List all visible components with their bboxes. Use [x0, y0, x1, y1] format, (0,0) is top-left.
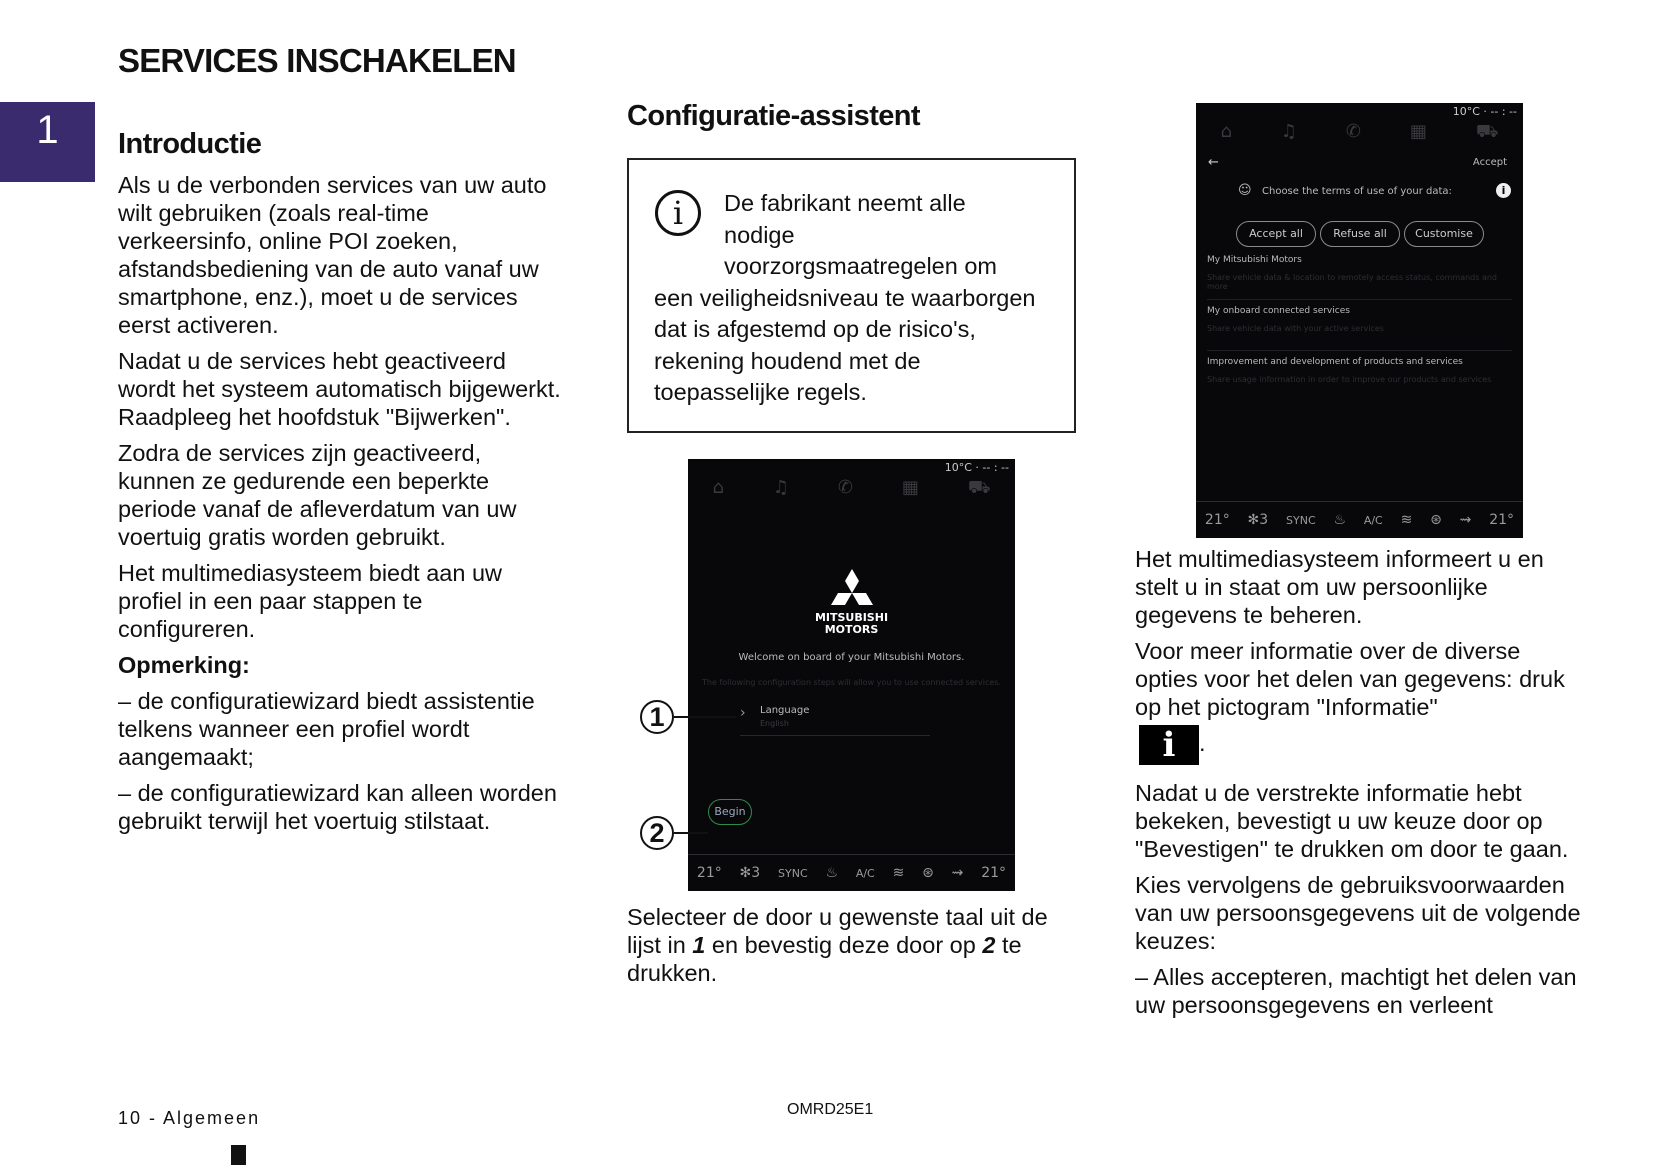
- data-option-row[interactable]: [1207, 306, 1512, 351]
- page-title: SERVICES INSCHAKELEN: [118, 42, 516, 79]
- info-line: De fabrikant neemt alle: [724, 190, 966, 216]
- fan-level: 3: [1259, 512, 1269, 528]
- music-icon[interactable]: ♫: [1280, 121, 1297, 142]
- temp-right[interactable]: 21°: [981, 865, 1007, 881]
- seat-heat-icon[interactable]: ♨: [1333, 512, 1347, 528]
- status-readout: 10°C · -- : --: [944, 461, 1009, 474]
- info-line: nodige: [724, 221, 795, 248]
- paragraph: Het multimediasysteem informeert u en stelt u in staat om uw persoonlijke gegevens te beheren.: [1135, 546, 1544, 628]
- document-code: OMRD25E1: [787, 1101, 874, 1118]
- brand-name: [688, 612, 1015, 636]
- paragraph: Kies vervolgens de gebruiksvoorwaarden van uw persoonsgegevens uit de volgende keuzes:: [1135, 872, 1581, 954]
- paragraph: Voor meer informatie over de diverse opties voor het delen van gegevens: druk op het pictogram "Informatie": [1135, 638, 1565, 720]
- sync-button[interactable]: SYNC: [778, 866, 808, 880]
- status-readout: 10°C · -- : --: [1452, 105, 1517, 118]
- language-label: Language: [760, 705, 810, 716]
- paragraph: Zodra de services zijn geactiveerd, kunnen ze gedurende een beperkte periode vanaf de afleverdatum van uw voertuig gratis worden gebruikt.: [118, 440, 517, 550]
- screen-welcome: [688, 459, 1015, 891]
- info-icon[interactable]: i: [1496, 183, 1511, 198]
- ac-button[interactable]: A/C: [855, 866, 875, 880]
- column-data-management: [1135, 545, 1585, 1027]
- option-desc: Share vehicle data with your active services: [1207, 324, 1384, 333]
- section-heading-configuration: Configuratie-assistent: [627, 100, 920, 132]
- phone-icon[interactable]: ✆: [837, 477, 853, 498]
- introduction-body: [118, 171, 563, 835]
- callout-line: [674, 832, 708, 834]
- home-icon[interactable]: ⌂: [712, 477, 724, 498]
- fan-level: 3: [751, 865, 761, 881]
- brand-line: MITSUBISHI: [814, 611, 889, 624]
- option-title: My Mitsubishi Motors: [1207, 255, 1302, 265]
- temp-left[interactable]: 21°: [696, 865, 722, 881]
- accept-all-button[interactable]: Accept all: [1236, 221, 1316, 247]
- fan-icon[interactable]: ✻3: [739, 865, 761, 881]
- climate-bar: [688, 854, 1015, 891]
- apps-icon[interactable]: ▦: [901, 477, 919, 498]
- climate-bar: [1196, 501, 1523, 538]
- nav-icon-row: [1196, 121, 1523, 145]
- accept-button[interactable]: Accept: [1472, 157, 1507, 168]
- note-item: – de configuratiewizard kan alleen worden gebruikt terwijl het voertuig stilstaat.: [118, 780, 557, 834]
- paragraph: Het multimediasysteem biedt aan uw profiel in een paar stappen te configureren.: [118, 560, 503, 642]
- data-option-row[interactable]: [1207, 357, 1512, 401]
- caption-text: Selecteer de door u gewenste taal uit de lijst in: [627, 904, 1048, 958]
- info-box-text: [654, 188, 1059, 409]
- info-icon-suffix: .: [1199, 730, 1206, 757]
- steering-heat-icon[interactable]: ⊛: [922, 865, 934, 881]
- temp-right[interactable]: 21°: [1489, 512, 1515, 528]
- info-line: voorzorgsmaatregelen om: [724, 253, 997, 279]
- chevron-right-icon: ›: [740, 705, 746, 721]
- customise-button[interactable]: Customise: [1404, 221, 1484, 247]
- footer-mark: [231, 1145, 246, 1165]
- note-item: – de configuratiewizard biedt assistentie telkens wanneer een profiel wordt aangemaakt;: [118, 688, 535, 770]
- paragraph: Als u de verbonden services van uw auto wilt gebruiken (zoals real-time verkeersinfo, online POI zoeken, afstandsbediening van de auto vanaf uw smartphone, enz.), moet u de services eerst activeren.: [118, 172, 547, 338]
- screen1-caption: [627, 903, 1077, 987]
- callout-line: [674, 716, 736, 718]
- welcome-text: Welcome on board of your Mitsubishi Motors.: [738, 652, 965, 663]
- steering-heat-icon[interactable]: ⊛: [1430, 512, 1442, 528]
- refuse-all-button[interactable]: Refuse all: [1320, 221, 1400, 247]
- paragraph: Nadat u de services hebt geactiveerd wordt het systeem automatisch bijgewerkt. Raadpleeg het hoofdstuk "Bijwerken".: [118, 348, 561, 430]
- music-icon[interactable]: ♫: [772, 477, 789, 498]
- terms-prompt: Choose the terms of use of your data:: [1262, 186, 1452, 197]
- back-arrow-icon[interactable]: ←: [1208, 155, 1219, 170]
- callout-1: 1: [640, 700, 674, 734]
- info-circle-icon: i: [655, 190, 701, 236]
- section-heading-introduction: Introductie: [118, 128, 262, 160]
- option-desc: Share usage information in order to improve our products and services: [1207, 375, 1492, 384]
- info-icon-line: [1139, 725, 1585, 765]
- fan-icon[interactable]: ✻3: [1247, 512, 1269, 528]
- paragraph: Nadat u de verstrekte informatie hebt bekeken, bevestigt u uw keuze door op "Bevestigen" te drukken om door te gaan.: [1135, 780, 1569, 862]
- paragraph: – Alles accepteren, machtigt het delen van uw persoonsgegevens en verleent: [1135, 964, 1577, 1018]
- airflow-icon[interactable]: ⇝: [951, 865, 964, 881]
- person-icon: ☺: [1238, 183, 1252, 198]
- brand-line: MOTORS: [824, 623, 879, 636]
- note-title: Opmerking:: [118, 652, 250, 678]
- welcome-subtext: The following configuration steps will allow you to use connected services.: [702, 678, 1001, 687]
- car-icon[interactable]: ⛟: [1475, 121, 1499, 142]
- caption-ref: 2: [982, 932, 996, 958]
- sync-button[interactable]: SYNC: [1286, 513, 1316, 527]
- car-icon[interactable]: ⛟: [967, 477, 991, 498]
- info-pictogram-icon: i: [1139, 725, 1199, 765]
- option-desc: Share vehicle data & location to remotely access status, commands and more: [1207, 273, 1498, 291]
- column-introduction: [118, 128, 563, 843]
- language-value: English: [760, 719, 789, 728]
- ac-button[interactable]: A/C: [1363, 513, 1383, 527]
- info-line: een veiligheidsniveau te waarborgen dat is afgestemd op de risico's, rekening houdend met de toepasselijke regels.: [654, 284, 1036, 405]
- caption-ref: 1: [692, 932, 706, 958]
- nav-icon-row: [688, 477, 1015, 501]
- callout-2: 2: [640, 816, 674, 850]
- temp-left[interactable]: 21°: [1204, 512, 1230, 528]
- airflow-icon[interactable]: ⇝: [1459, 512, 1472, 528]
- begin-button[interactable]: Begin: [708, 799, 752, 825]
- home-icon[interactable]: ⌂: [1220, 121, 1232, 142]
- mitsubishi-logo-icon: [828, 569, 876, 611]
- phone-icon[interactable]: ✆: [1345, 121, 1361, 142]
- caption-text: te drukken.: [627, 932, 1022, 986]
- option-title: Improvement and development of products and services: [1207, 357, 1463, 367]
- info-box: [627, 158, 1076, 433]
- chapter-tab: 1: [0, 102, 95, 182]
- defrost-icon[interactable]: ≋: [892, 865, 905, 881]
- data-option-row[interactable]: [1207, 255, 1512, 300]
- seat-heat-icon[interactable]: ♨: [825, 865, 839, 881]
- defrost-icon[interactable]: ≋: [1400, 512, 1413, 528]
- option-title: My onboard connected services: [1207, 306, 1350, 316]
- language-row[interactable]: [740, 699, 930, 736]
- screen-data-terms: [1196, 103, 1523, 538]
- apps-icon[interactable]: ▦: [1409, 121, 1427, 142]
- caption-text: en bevestig deze door op: [705, 932, 983, 958]
- page-footer-label: 10 - Algemeen: [118, 1108, 261, 1128]
